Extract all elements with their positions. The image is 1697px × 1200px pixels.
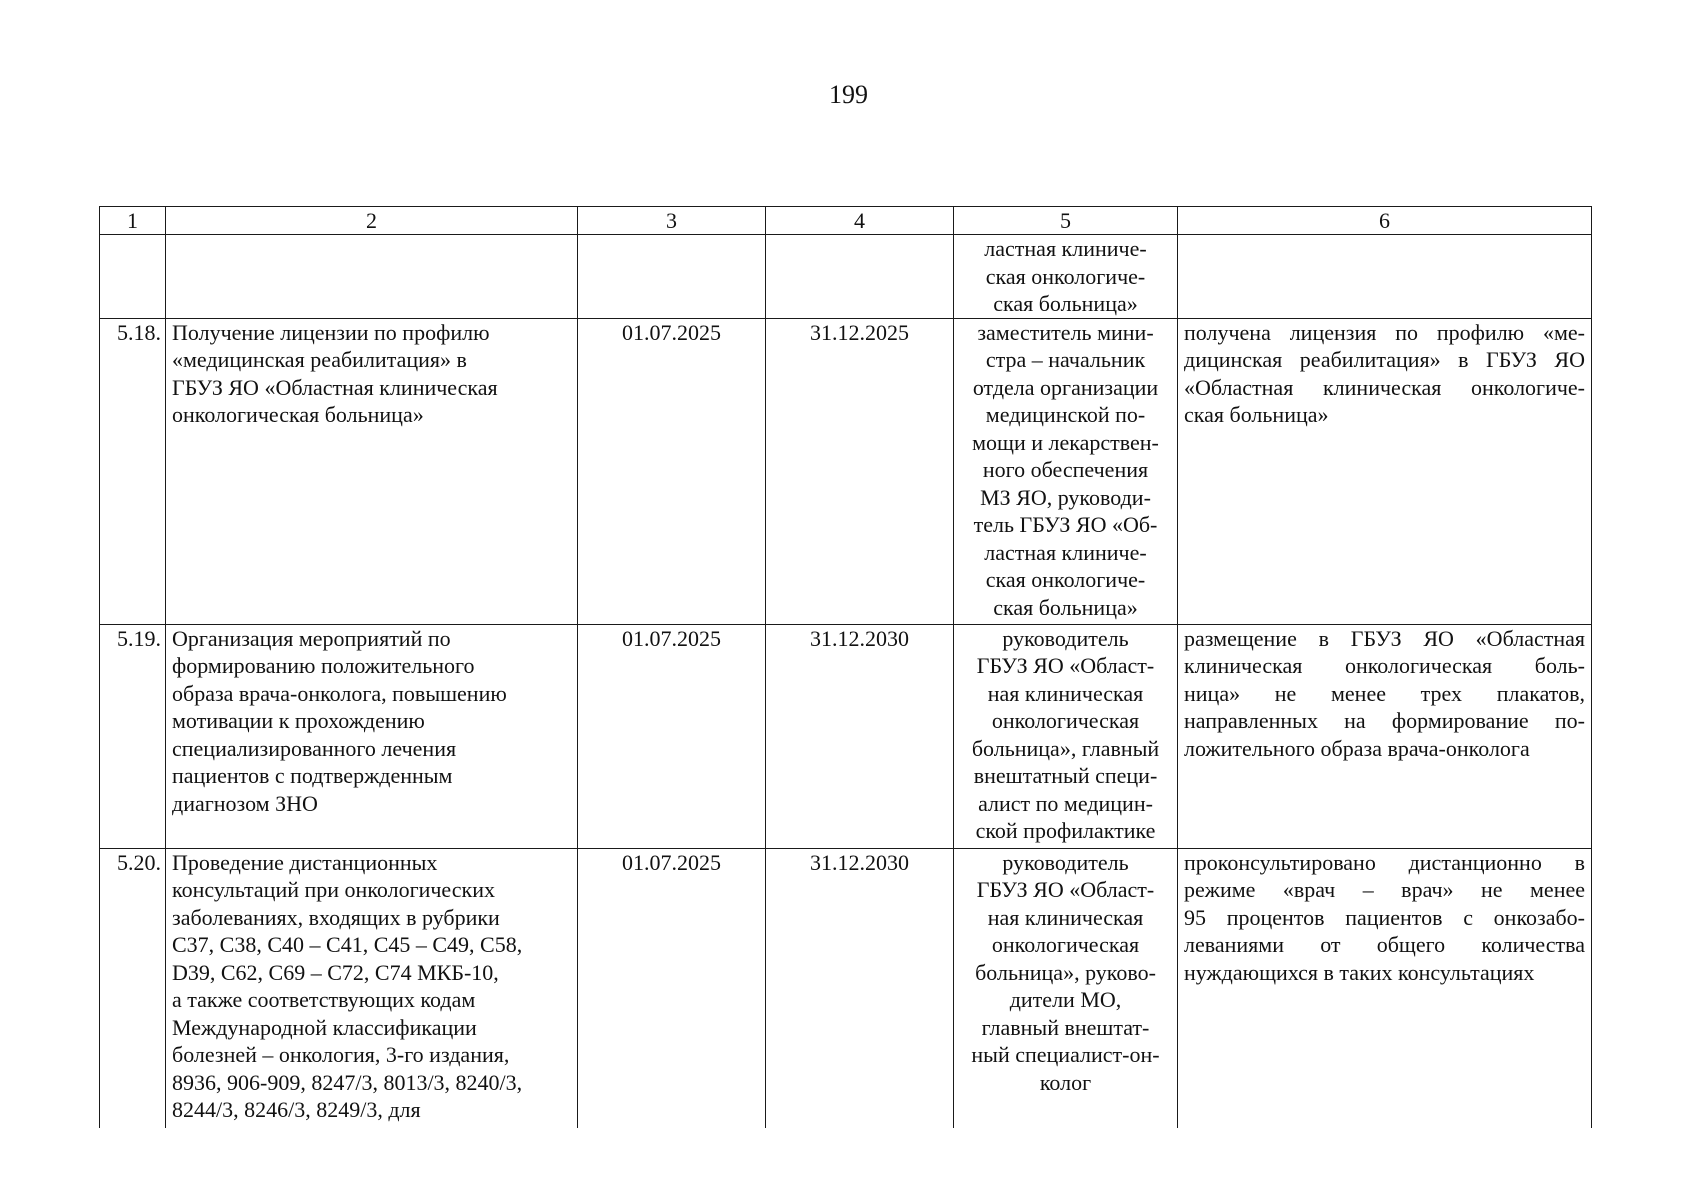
- action-cell: [166, 624, 578, 848]
- responsible-line: больница», руково-: [975, 959, 1156, 985]
- responsible-line: ная клиническая: [987, 680, 1144, 706]
- action-line: болезней – онкология, 3-го издания,: [172, 1042, 510, 1067]
- responsible-cell: [954, 848, 1178, 1128]
- responsible-line: дители МО,: [1009, 987, 1122, 1012]
- action-line: D39, C62, C69 – C72, C74 МКБ-10,: [172, 959, 499, 985]
- row-number-cell: 5.19.: [100, 624, 166, 848]
- end-date-cell: [766, 235, 954, 319]
- result-cell: [1178, 624, 1592, 848]
- start-date-cell: 01.07.2025: [578, 848, 766, 1128]
- result-line: леваниями от общего количества: [1184, 932, 1585, 957]
- end-date-cell: 31.12.2025: [766, 318, 954, 624]
- action-cell: [166, 848, 578, 1128]
- result-line: ская больница»: [1184, 402, 1329, 427]
- result-cell: [1178, 848, 1592, 1128]
- result-cell: [1178, 235, 1592, 319]
- responsible-line: ный специалист-он-: [971, 1042, 1160, 1067]
- action-line: Организация мероприятий по: [172, 625, 451, 651]
- action-line: онкологическая больница»: [172, 402, 424, 427]
- table-row: [100, 624, 1592, 848]
- start-date-cell: 01.07.2025: [578, 624, 766, 848]
- responsible-line: ГБУЗ ЯО «Област-: [976, 653, 1155, 678]
- result-line: нуждающихся в таких консультациях: [1184, 959, 1535, 985]
- measures-table: [99, 206, 1592, 1128]
- responsible-cell: [954, 624, 1178, 848]
- result-line: направленных на формирование по-: [1184, 708, 1585, 733]
- table-row: [100, 318, 1592, 624]
- action-line: формированию положительного: [172, 653, 475, 678]
- result-line: клиническая онкологическая боль-: [1184, 653, 1585, 678]
- responsible-line: онкологическая: [991, 932, 1140, 957]
- responsible-line: заместитель мини-: [977, 319, 1154, 345]
- action-line: 8936, 906-909, 8247/3, 8013/3, 8240/3,: [172, 1069, 523, 1095]
- action-line: мотивации к прохождению: [172, 708, 425, 733]
- responsible-line: внештатный специ-: [973, 763, 1158, 788]
- responsible-line: ластная клиниче-: [984, 539, 1147, 565]
- responsible-line: ГБУЗ ЯО «Област-: [976, 877, 1155, 902]
- result-line: дицинская реабилитация» в ГБУЗ ЯО: [1184, 347, 1585, 372]
- result-line: получена лицензия по профилю «ме-: [1184, 319, 1585, 345]
- result-line: 95 процентов пациентов с онкозабо-: [1184, 904, 1585, 930]
- table-row: [100, 848, 1592, 1128]
- responsible-line: ного обеспечения: [982, 457, 1149, 482]
- responsible-line: больница», главный: [971, 735, 1160, 761]
- result-cell: [1178, 318, 1592, 624]
- row-number-cell: [100, 235, 166, 319]
- action-line: диагнозом ЗНО: [172, 790, 318, 816]
- responsible-line: ская больница»: [993, 594, 1138, 620]
- responsible-line: стра – начальник: [985, 347, 1146, 372]
- table-header-row: [100, 207, 1592, 235]
- column-header: 1: [100, 207, 166, 235]
- result-line: режиме «врач – врач» не менее: [1184, 877, 1585, 902]
- end-date-cell: 31.12.2030: [766, 624, 954, 848]
- result-line: «Областная клиническая онкологиче-: [1184, 374, 1585, 400]
- responsible-line: отдела организации: [972, 374, 1159, 400]
- row-number-cell: 5.20.: [100, 848, 166, 1128]
- responsible-line: ская онкологиче-: [985, 263, 1146, 289]
- responsible-line: руководитель: [1002, 625, 1129, 651]
- action-line: специализированного лечения: [172, 735, 457, 761]
- responsible-line: алист по медицин-: [978, 790, 1153, 816]
- responsible-line: тель ГБУЗ ЯО «Об-: [973, 512, 1158, 537]
- responsible-line: ская онкологиче-: [985, 567, 1146, 592]
- column-header: 5: [954, 207, 1178, 235]
- column-header: 2: [166, 207, 578, 235]
- table-row: [100, 235, 1592, 319]
- column-header: 3: [578, 207, 766, 235]
- start-date-cell: [578, 235, 766, 319]
- responsible-line: главный внештат-: [981, 1014, 1150, 1040]
- responsible-line: онкологическая: [991, 708, 1140, 733]
- action-line: Получение лицензии по профилю: [172, 319, 490, 345]
- action-line: а также соответствующих кодам: [172, 987, 476, 1012]
- result-line: проконсультировано дистанционно в: [1184, 849, 1585, 875]
- result-line: ложительного образа врача-онколога: [1184, 735, 1530, 761]
- responsible-cell: [954, 318, 1178, 624]
- responsible-line: ская больница»: [993, 291, 1138, 316]
- responsible-line: ная клиническая: [987, 904, 1144, 930]
- action-cell: [166, 235, 578, 319]
- responsible-line: колог: [1039, 1069, 1092, 1095]
- responsible-line: МЗ ЯО, руководи-: [980, 484, 1151, 510]
- column-header: 4: [766, 207, 954, 235]
- action-line: образа врача-онколога, повышению: [172, 680, 507, 706]
- responsible-line: медицинской по-: [985, 402, 1146, 427]
- responsible-line: ластная клиниче-: [984, 236, 1147, 261]
- start-date-cell: 01.07.2025: [578, 318, 766, 624]
- responsible-cell: [954, 235, 1178, 319]
- action-cell: [166, 318, 578, 624]
- result-line: размещение в ГБУЗ ЯО «Областная: [1184, 625, 1585, 651]
- action-line: C37, C38, C40 – C41, C45 – C49, C58,: [172, 932, 523, 957]
- action-line: пациентов с подтвержденным: [172, 763, 453, 788]
- page-number: 199: [829, 80, 868, 109]
- action-line: ГБУЗ ЯО «Областная клиническая: [172, 374, 498, 400]
- row-number-cell: 5.18.: [100, 318, 166, 624]
- action-line: консультаций при онкологических: [172, 877, 495, 902]
- responsible-line: мощи и лекарствен-: [972, 429, 1159, 455]
- end-date-cell: 31.12.2030: [766, 848, 954, 1128]
- result-line: ница» не менее трех плакатов,: [1184, 680, 1585, 706]
- responsible-line: руководитель: [1002, 849, 1129, 875]
- column-header: 6: [1178, 207, 1592, 235]
- action-line: 8244/3, 8246/3, 8249/3, для: [172, 1097, 421, 1122]
- action-line: заболеваниях, входящих в рубрики: [172, 904, 500, 930]
- action-line: Проведение дистанционных: [172, 849, 438, 875]
- action-line: Международной классификации: [172, 1014, 477, 1040]
- responsible-line: ской профилактике: [975, 818, 1156, 843]
- action-line: «медицинская реабилитация» в: [172, 347, 467, 372]
